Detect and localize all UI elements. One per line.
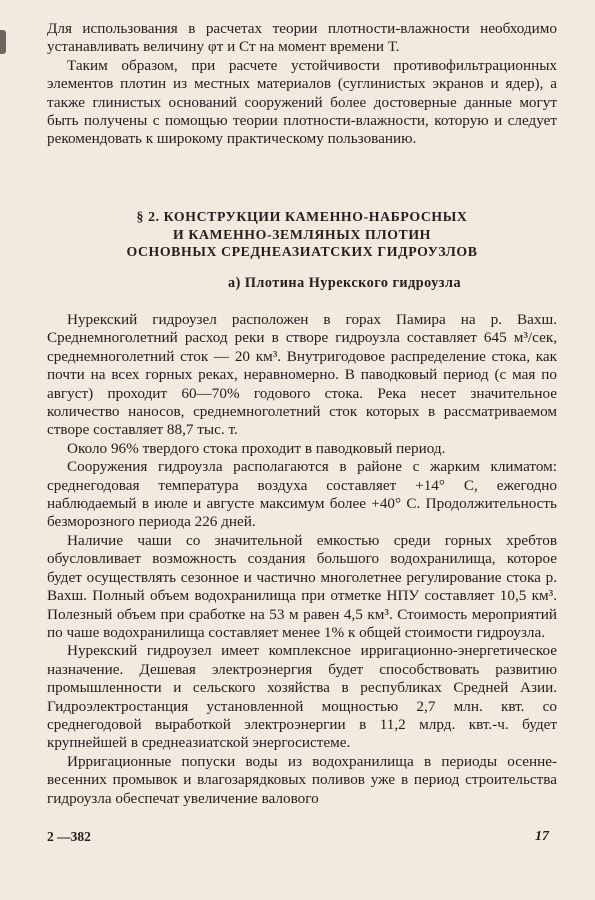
- page-footer: [47, 829, 557, 849]
- body-text: [47, 311, 557, 808]
- paragraph: Сооружения гидроузла располагаются в районе с жарким климатом: среднегодовая температура воздуха составляет +14° С, ежегодно наблюдаемый в июле и августе максимум более +40° С. Продолжительность безморозного периода 226 дней.: [47, 458, 557, 531]
- page-number: 17: [535, 829, 549, 844]
- paragraph: Нурекский гидроузел имеет комплексное ирригационно-энергетическое назначение. Дешевая электроэнергия будет способствовать развитию промышленности и сельского хозяйства в республиках Средней Азии. Гидроэлектростанция установленной мощностью 2,7 млн. квт. со среднегодовой выработкой электроэнергии в 11,2 млрд. квт.-ч. будет крупнейшей в среднеазиатской энергосистеме.: [47, 642, 557, 752]
- intro-text: [47, 20, 557, 149]
- printer-signature: 2 —382: [47, 829, 91, 844]
- subsection-heading: а) Плотина Нурекского гидроузла: [228, 275, 462, 291]
- paragraph: Для использования в расчетах теории плотности-влажности необходимо устанавливать величину φт и Ст на момент времени Т.: [47, 20, 557, 56]
- paragraph: Наличие чаши со значительной емкостью среди горных хребтов обусловливает возможность создания большого водохранилища, которое будет осуществлять сезонное и частично многолетнее регулирование стока р. Вахш. Полный объем водохранилища при отметке НПУ составляет 10,5 км³. Полезный объем при сработке на 53 м равен 4,5 км³. Стоимость мероприятий по чаше водохранилища составляет менее 1% к общей стоимости гидроузла.: [47, 531, 557, 641]
- section-heading-line: И КАМЕННО-ЗЕМЛЯНЫХ ПЛОТИН: [172, 226, 431, 242]
- paragraph: Нурекский гидроузел расположен в горах Памира на р. Вахш. Среднемноголетний расход реки в створе гидроузла составляет 645 м³/сек, среднемноголетний сток — 20 км³. Внутригодовое распределение стока, как почти на всех горных реках, неравномерно. В паводковый период (с мая по август) проходит 60—70% годового стока. Река несет значительное количество наносов, среднемноголетний сток которых в рассматриваемом створе составляет 88,7 тыс. т.: [47, 311, 557, 439]
- paragraph: Таким образом, при расчете устойчивости противофильтрационных элементов плотин из местных материалов (суглинистых экранов и ядер), а также глинистых оснований сооружений более достоверные данные могут быть получены с помощью теории плотности-влажности, которую и следует рекомендовать к широкому практическому пользованию.: [47, 56, 557, 148]
- section-heading-line: ОСНОВНЫХ СРЕДНЕАЗИАТСКИХ ГИДРОУЗЛОВ: [126, 244, 478, 259]
- section-heading: [47, 208, 557, 261]
- section-heading-line: § 2. КОНСТРУКЦИИ КАМЕННО-НАБРОСНЫХ: [136, 209, 468, 224]
- page-binding-edge: [0, 30, 6, 54]
- paragraph: Ирригационные попуски воды из водохранилища в периоды осенне-весенних промывок и влагозарядковых поливов уже в период строительства гидроузла обеспечат увеличение валового: [47, 752, 557, 807]
- paragraph: Около 96% твердого стока проходит в паводковый период.: [67, 439, 446, 457]
